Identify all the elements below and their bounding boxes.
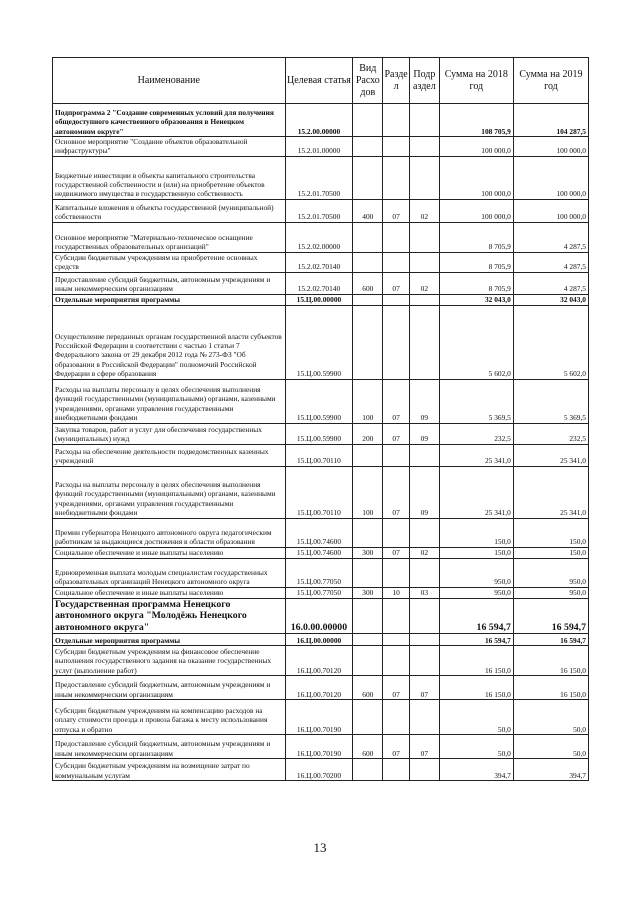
cell-sum-2018: 100 000,0 [439,137,513,157]
cell-sum-2018: 150,0 [439,547,513,558]
cell-vid [353,104,383,137]
table-row [53,598,589,634]
table-row [53,518,589,547]
cell-sum-2019: 16 150,0 [513,646,588,676]
cell-name: Бюджетные инвестиции в объекты капитального строительства государственной собственности и (или) на приобретение объектов недвижимого имущества в государственную собственность [53,156,286,199]
cell-vid [353,305,383,379]
cell-razdel [383,518,410,547]
cell-razdel: 07 [383,379,410,423]
cell-vid [353,444,383,466]
cell-razdel [383,252,410,272]
cell-podrazdel [409,305,439,379]
cell-name: Социальное обеспечение и иные выплаты населению [53,587,286,598]
table-row [53,305,589,379]
header-vid: Вид Расхо дов [353,58,383,104]
cell-target-code: 15.Ц.00.74600 [285,547,353,558]
cell-name: Основное мероприятие "Создание объектов образовательной инфраструктуры" [53,137,286,157]
cell-sum-2018: 25 341,0 [439,466,513,518]
cell-name: Основное мероприятие "Материально-техническое оснащение государственных образовательных организаций" [53,222,286,252]
cell-sum-2018: 16 150,0 [439,676,513,700]
cell-sum-2019: 4 287,5 [513,252,588,272]
cell-razdel [383,598,410,634]
cell-name: Отдельные мероприятия программы [53,294,286,305]
cell-razdel [383,137,410,157]
cell-podrazdel: 09 [409,379,439,423]
cell-sum-2018: 16 594,7 [439,634,513,646]
cell-sum-2018: 50,0 [439,735,513,759]
cell-target-code: 15.Ц.00.59900 [285,423,353,444]
cell-podrazdel: 02 [409,547,439,558]
cell-vid: 300 [353,547,383,558]
cell-vid: 600 [353,676,383,700]
header-name: Наименование [53,58,286,104]
cell-podrazdel [409,156,439,199]
table-row [53,272,589,294]
cell-podrazdel [409,104,439,137]
cell-vid: 100 [353,379,383,423]
cell-vid [353,294,383,305]
cell-vid: 400 [353,199,383,222]
table-row [53,676,589,700]
cell-podrazdel [409,252,439,272]
cell-sum-2018: 50,0 [439,700,513,735]
cell-razdel [383,700,410,735]
cell-vid: 300 [353,587,383,598]
cell-target-code: 15.Ц.00.77050 [285,558,353,587]
cell-podrazdel: 02 [409,272,439,294]
cell-name: Расходы на выплаты персоналу в целях обеспечения выполнения функций государственными (муниципальными) органами, казенными учреждениями, органами управления государственными внебюджетными фондами [53,379,286,423]
cell-target-code: 15.2.02.00000 [285,222,353,252]
table-row [53,646,589,676]
table-row [53,444,589,466]
table-row [53,294,589,305]
cell-name: Закупка товаров, работ и услуг для обеспечения государственных (муниципальных) нужд [53,423,286,444]
table-row [53,587,589,598]
cell-name: Осуществление переданных органам государственной власти субъектов Российской Федерации в соответствии с частью 1 статьи 7 Федерального закона от 29 декабря 2012 года № 273-ФЗ "Об образовании в Российской Федерации" полномочий Российской Федерации в сфере образования [53,305,286,379]
cell-vid [353,156,383,199]
cell-vid [353,634,383,646]
cell-name: Предоставление субсидий бюджетным, автономным учреждениям и иным некоммерческим организациям [53,735,286,759]
cell-sum-2019: 16 594,7 [513,598,588,634]
cell-name: Государственная программа Ненецкого автономного округа "Молодёжь Ненецкого автономного округа" [53,598,286,634]
cell-target-code: 16.Ц.00.70120 [285,676,353,700]
cell-vid: 600 [353,735,383,759]
cell-sum-2018: 25 341,0 [439,444,513,466]
cell-sum-2019: 232,5 [513,423,588,444]
cell-sum-2018: 16 150,0 [439,646,513,676]
cell-name: Субсидии бюджетным учреждениям на компенсацию расходов на оплату стоимости проезда и провоза багажа к месту использования отпуска и обратно [53,700,286,735]
cell-vid: 600 [353,272,383,294]
cell-sum-2018: 8 705,9 [439,272,513,294]
cell-sum-2019: 16 594,7 [513,634,588,646]
header-sum2019: Сумма на 2019 год [513,58,588,104]
cell-podrazdel [409,444,439,466]
cell-podrazdel: 07 [409,735,439,759]
cell-target-code: 16.Ц.00.70190 [285,700,353,735]
cell-vid: 100 [353,466,383,518]
cell-vid [353,222,383,252]
cell-vid [353,646,383,676]
cell-sum-2019: 5 369,5 [513,379,588,423]
cell-vid [353,558,383,587]
cell-sum-2019: 25 341,0 [513,444,588,466]
cell-razdel [383,558,410,587]
cell-name: Капитальные вложения в объекты государственной (муниципальной) собственности [53,199,286,222]
table-row [53,199,589,222]
cell-sum-2019: 150,0 [513,518,588,547]
cell-razdel [383,305,410,379]
cell-target-code: 15.2.02.70140 [285,272,353,294]
header-row [53,58,589,104]
cell-razdel: 07 [383,676,410,700]
cell-name: Субсидии бюджетным учреждениям на финансовое обеспечение выполнения государственного задания на оказание государственных услуг (выполнение работ) [53,646,286,676]
cell-sum-2019: 394,7 [513,759,588,781]
cell-sum-2019: 50,0 [513,735,588,759]
table-row [53,700,589,735]
cell-sum-2019: 4 287,5 [513,272,588,294]
table-row [53,156,589,199]
cell-sum-2018: 5 369,5 [439,379,513,423]
cell-target-code: 15.Ц.00.59900 [285,379,353,423]
cell-razdel [383,104,410,137]
cell-sum-2018: 100 000,0 [439,156,513,199]
page-number: 13 [313,840,327,855]
cell-podrazdel [409,294,439,305]
table-body [53,104,589,781]
cell-razdel [383,294,410,305]
table-row [53,423,589,444]
cell-target-code: 15.Ц.00.70110 [285,466,353,518]
cell-target-code: 16.Ц.00.70120 [285,646,353,676]
cell-razdel: 10 [383,587,410,598]
table-row [53,137,589,157]
header-target: Целевая статья [285,58,353,104]
cell-vid [353,137,383,157]
cell-podrazdel: 02 [409,199,439,222]
cell-target-code: 15.2.01.70500 [285,156,353,199]
cell-name: Расходы на обеспечение деятельности подведомственных казенных учреждений [53,444,286,466]
cell-sum-2019: 100 000,0 [513,199,588,222]
cell-vid [353,252,383,272]
cell-target-code: 16.Ц.00.00000 [285,634,353,646]
cell-target-code: 15.2.01.00000 [285,137,353,157]
cell-sum-2018: 8 705,9 [439,252,513,272]
table-row [53,558,589,587]
table-row [53,222,589,252]
cell-name: Премии губернатора Ненецкого автономного округа педагогическим работникам за выдающиеся достижения в области образования [53,518,286,547]
cell-podrazdel [409,700,439,735]
cell-sum-2018: 232,5 [439,423,513,444]
cell-sum-2019: 50,0 [513,700,588,735]
cell-sum-2019: 16 150,0 [513,676,588,700]
cell-name: Подпрограмма 2 "Создание современных условий для получения общедоступного качественного образования в Ненецком автономном округе" [53,104,286,137]
cell-razdel [383,444,410,466]
cell-target-code: 16.Ц.00.70190 [285,735,353,759]
cell-razdel: 07 [383,735,410,759]
cell-podrazdel: 07 [409,676,439,700]
cell-sum-2019: 150,0 [513,547,588,558]
cell-sum-2018: 950,0 [439,587,513,598]
cell-razdel: 07 [383,199,410,222]
cell-target-code: 15.2.00.00000 [285,104,353,137]
cell-name: Предоставление субсидий бюджетным, автономным учреждениям и иным некоммерческим организациям [53,272,286,294]
cell-target-code: 16.Ц.00.70200 [285,759,353,781]
cell-sum-2019: 25 341,0 [513,466,588,518]
cell-podrazdel: 03 [409,587,439,598]
cell-sum-2019: 4 287,5 [513,222,588,252]
cell-sum-2019: 5 602,0 [513,305,588,379]
cell-razdel: 07 [383,272,410,294]
cell-target-code: 15.Ц.00.70110 [285,444,353,466]
cell-target-code: 15.Ц.00.00000 [285,294,353,305]
cell-razdel [383,759,410,781]
cell-target-code: 15.Ц.00.77050 [285,587,353,598]
cell-name: Предоставление субсидий бюджетным, автономным учреждениям и иным некоммерческим организациям [53,676,286,700]
cell-sum-2018: 32 043,0 [439,294,513,305]
budget-table [52,57,589,781]
cell-name: Единовременная выплата молодым специалистам государственных образовательных организаций Ненецкого автономного округа [53,558,286,587]
cell-name: Субсидии бюджетным учреждениям на возмещение затрат по коммунальным услугам [53,759,286,781]
cell-name: Субсидии бюджетным учреждениям на приобретение основных средств [53,252,286,272]
cell-razdel: 07 [383,466,410,518]
cell-sum-2018: 8 705,9 [439,222,513,252]
cell-sum-2019: 32 043,0 [513,294,588,305]
cell-target-code: 15.Ц.00.59900 [285,305,353,379]
cell-razdel [383,156,410,199]
table-row [53,735,589,759]
cell-podrazdel [409,759,439,781]
table-row [53,252,589,272]
cell-vid [353,518,383,547]
cell-sum-2018: 5 602,0 [439,305,513,379]
cell-sum-2019: 100 000,0 [513,156,588,199]
table-row [53,759,589,781]
cell-vid [353,759,383,781]
cell-target-code: 15.2.02.70140 [285,252,353,272]
cell-podrazdel [409,222,439,252]
cell-name: Социальное обеспечение и иные выплаты населению [53,547,286,558]
table-row [53,547,589,558]
cell-podrazdel [409,518,439,547]
cell-podrazdel: 09 [409,423,439,444]
cell-sum-2018: 950,0 [439,558,513,587]
cell-razdel: 07 [383,423,410,444]
cell-sum-2018: 16 594,7 [439,598,513,634]
cell-target-code: 15.2.01.70500 [285,199,353,222]
cell-razdel [383,634,410,646]
cell-target-code: 16.0.00.00000 [285,598,353,634]
header-podrazdel: Подр аздел [409,58,439,104]
cell-podrazdel: 09 [409,466,439,518]
cell-razdel [383,646,410,676]
cell-sum-2018: 394,7 [439,759,513,781]
cell-razdel [383,222,410,252]
cell-sum-2018: 108 705,9 [439,104,513,137]
cell-name: Отдельные мероприятия программы [53,634,286,646]
table-row [53,104,589,137]
cell-sum-2019: 950,0 [513,558,588,587]
cell-target-code: 15.Ц.00.74600 [285,518,353,547]
cell-sum-2019: 100 000,0 [513,137,588,157]
cell-razdel: 07 [383,547,410,558]
cell-podrazdel [409,646,439,676]
table-row [53,379,589,423]
cell-sum-2018: 150,0 [439,518,513,547]
cell-sum-2019: 104 287,5 [513,104,588,137]
cell-vid [353,700,383,735]
table-row [53,466,589,518]
header-sum2018: Сумма на 2018 год [439,58,513,104]
cell-name: Расходы на выплаты персоналу в целях обеспечения выполнения функций государственными (муниципальными) органами, казенными учреждениями, органами управления государственными внебюджетными фондами [53,466,286,518]
cell-vid [353,598,383,634]
cell-sum-2019: 950,0 [513,587,588,598]
cell-podrazdel [409,598,439,634]
cell-podrazdel [409,137,439,157]
cell-sum-2018: 100 000,0 [439,199,513,222]
header-razdel: Разде л [383,58,410,104]
cell-podrazdel [409,634,439,646]
cell-podrazdel [409,558,439,587]
cell-vid: 200 [353,423,383,444]
table-row [53,634,589,646]
